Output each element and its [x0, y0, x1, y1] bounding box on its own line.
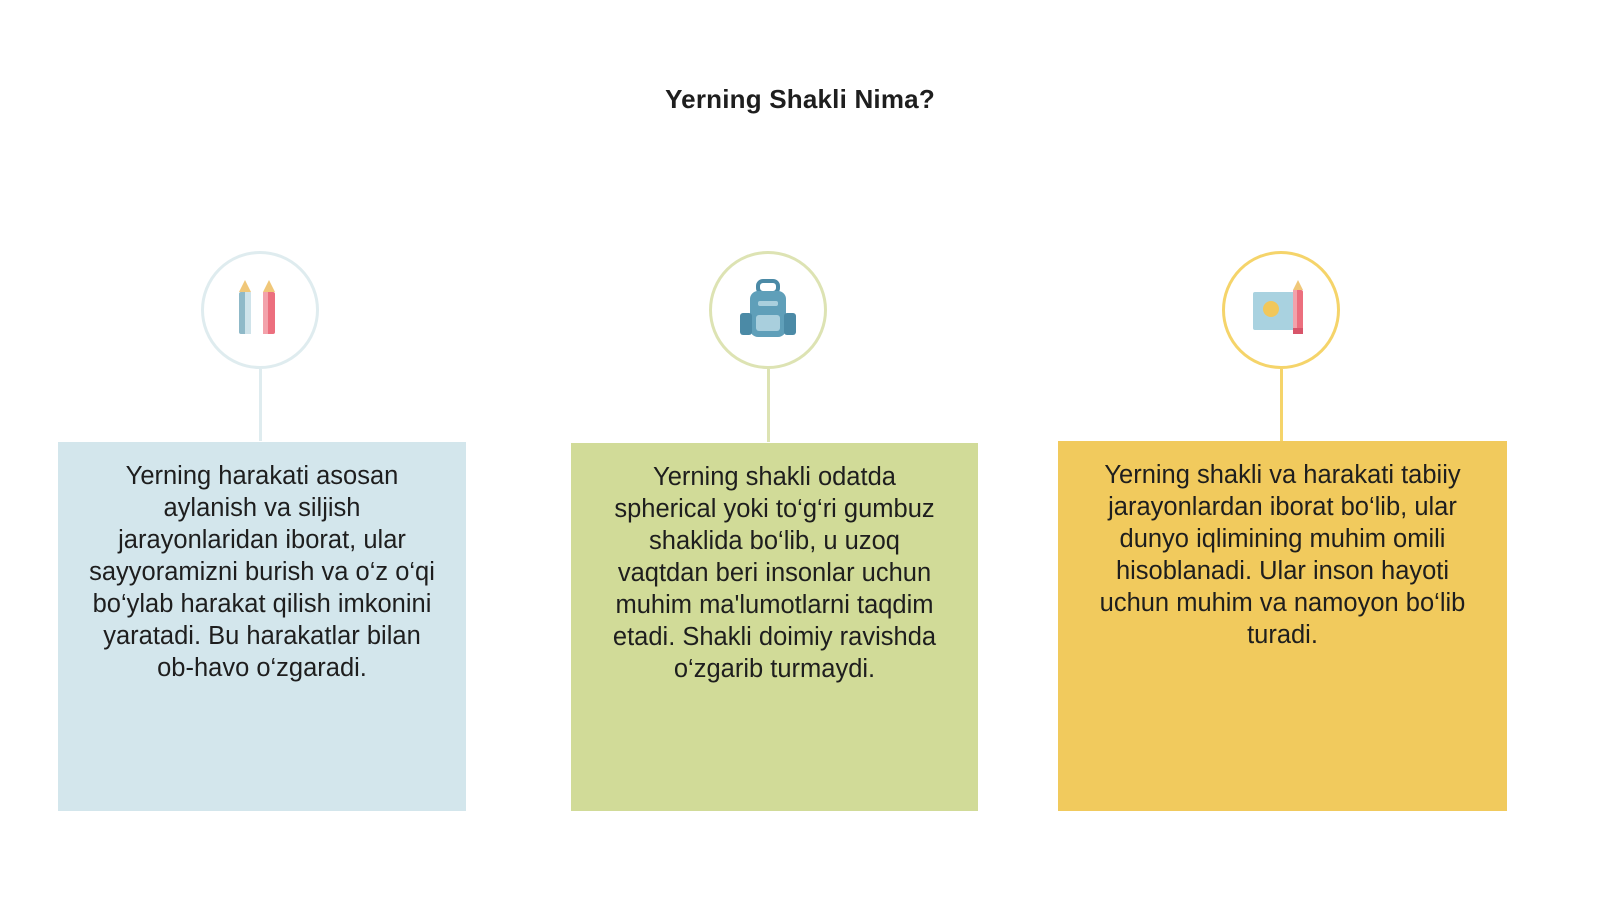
icon-ring-1: [201, 251, 319, 369]
pencils-icon: [232, 278, 288, 342]
connector-line-2: [767, 369, 770, 442]
drawing-icon: [1249, 278, 1313, 342]
icon-ring-3: [1222, 251, 1340, 369]
info-card-2-text: Yerning shakli odatda spherical yoki to‘g‘ri gumbuz shaklida bo‘lib, u uzoq vaqtdan beri insonlar uchun muhim ma'lumotlarni taqdim etadi. Shakli doimiy ravishda o‘zgarib turmaydi.: [612, 463, 937, 683]
info-card-1-text: Yerning harakati asosan aylanish va siljish jarayonlaridan iborat, ular sayyoramizni burish va o‘z o‘qi bo‘ylab harakat qilish imkonini yaratadi. Bu harakatlar bilan ob-havo o‘zgaradi.: [89, 462, 435, 682]
backpack-icon: [736, 279, 800, 341]
connector-line-3: [1280, 369, 1283, 441]
icon-ring-2: [709, 251, 827, 369]
info-card-1: [58, 442, 466, 811]
slide-title: Yerning Shakli Nima?: [665, 84, 935, 114]
info-card-3-text: Yerning shakli va harakati tabiiy jarayonlardan iborat bo‘lib, ular dunyo iqlimining muhim omili hisoblanadi. Ular inson hayoti uchun muhim va namoyon bo‘lib turadi.: [1099, 461, 1466, 649]
connector-line-1: [259, 369, 262, 441]
info-card-3: [1058, 441, 1507, 811]
info-card-2: [571, 443, 978, 811]
